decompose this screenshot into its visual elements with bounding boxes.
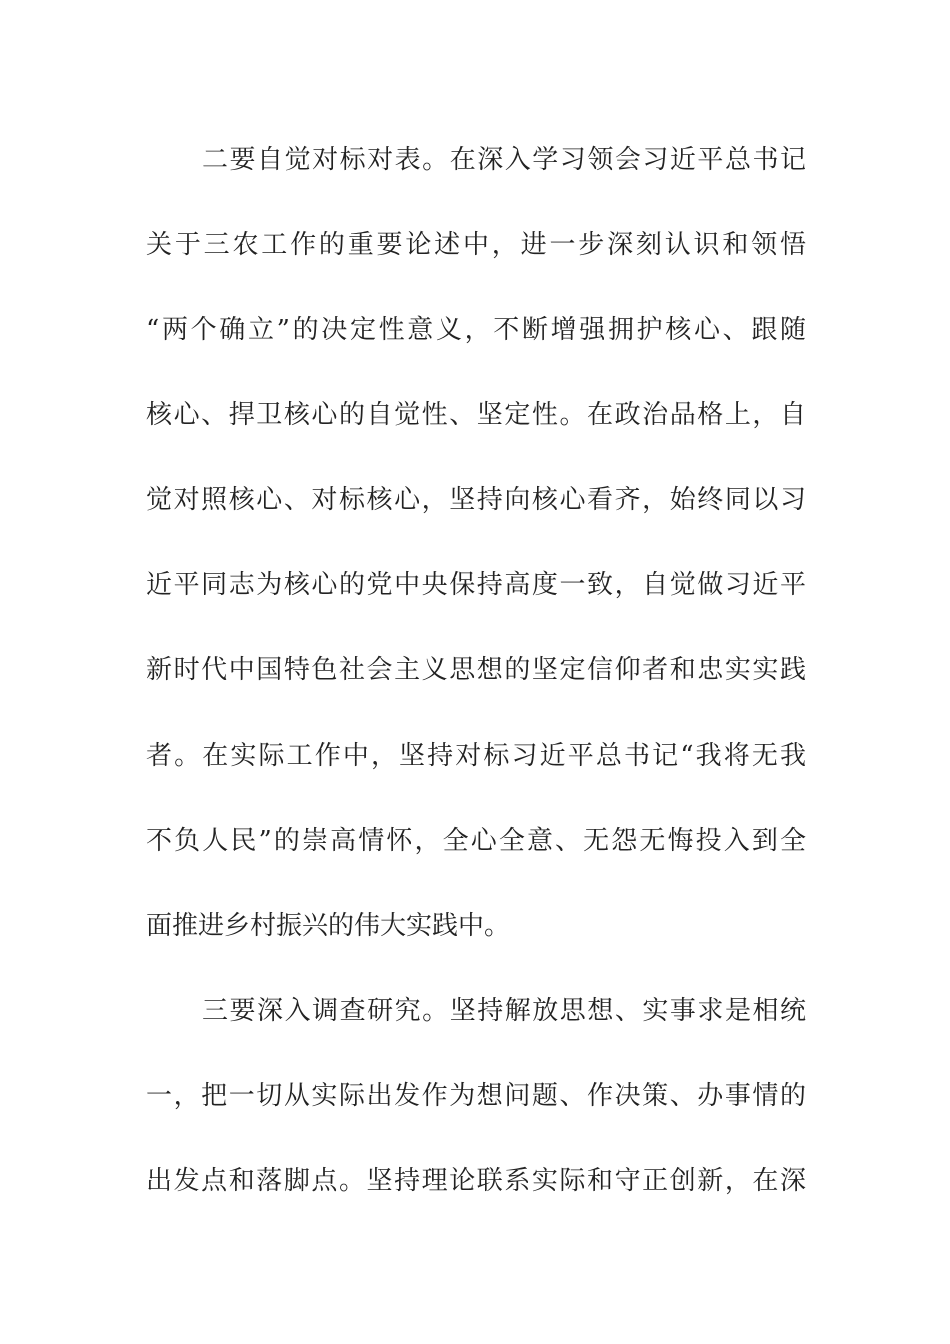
paragraph-1-line-6: 近平同志为核心的党中央保持高度一致，自觉做习近平 bbox=[146, 570, 806, 600]
paragraph-1-line-10: 面推进乡村振兴的伟大实践中。 bbox=[146, 911, 511, 941]
paragraph-1-line-3: “两个确立”的决定性意义，不断增强拥护核心、跟随 bbox=[146, 315, 806, 345]
paragraph-2-line-1: 三要深入调查研究。坚持解放思想、实事求是相统 bbox=[202, 996, 806, 1026]
paragraph-1-line-1: 二要自觉对标对表。在深入学习领会习近平总书记 bbox=[202, 145, 806, 175]
paragraph-1-line-5: 觉对照核心、对标核心，坚持向核心看齐，始终同以习 bbox=[146, 485, 806, 515]
paragraph-1-line-7: 新时代中国特色社会主义思想的坚定信仰者和忠实实践 bbox=[146, 655, 806, 685]
paragraph-2-line-3: 出发点和落脚点。坚持理论联系实际和守正创新，在深 bbox=[146, 1166, 806, 1196]
paragraph-2-line-2: 一，把一切从实际出发作为想问题、作决策、办事情的 bbox=[146, 1081, 806, 1111]
paragraph-1-line-2: 关于三农工作的重要论述中，进一步深刻认识和领悟 bbox=[146, 230, 806, 260]
paragraph-1-line-8: 者。在实际工作中，坚持对标习近平总书记“我将无我 bbox=[146, 741, 806, 771]
paragraph-1-line-4: 核心、捍卫核心的自觉性、坚定性。在政治品格上，自 bbox=[146, 400, 806, 430]
paragraph-1-line-9: 不负人民”的崇高情怀，全心全意、无怨无悔投入到全 bbox=[146, 826, 806, 856]
